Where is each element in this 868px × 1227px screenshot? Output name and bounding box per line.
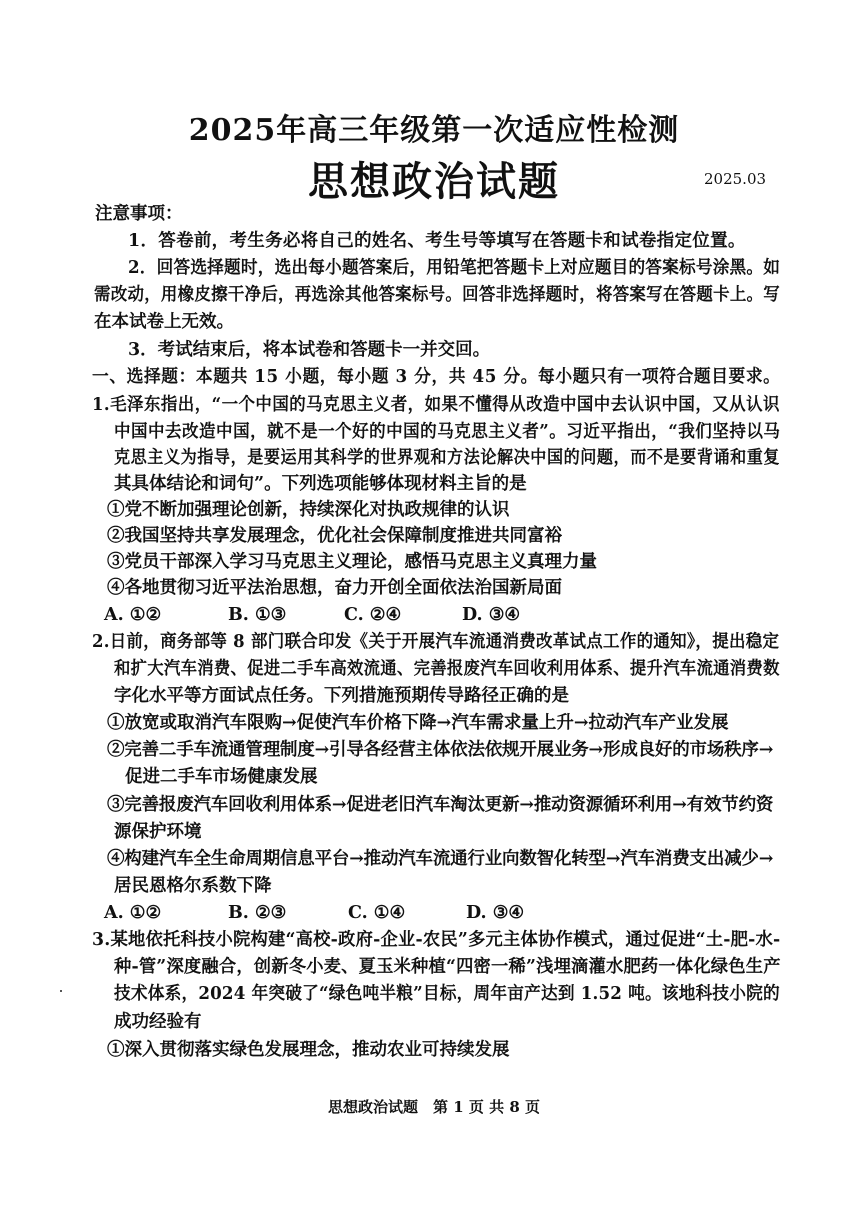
exam-subject-title: 思想政治试题 xyxy=(308,158,560,205)
note-line-5: 3．考试结束后，将本试卷和答题卡一并交回。 xyxy=(128,340,491,360)
note-line-1: 1．答卷前，考生务必将自己的姓名、考生号等填写在答题卡和试卷指定位置。 xyxy=(128,231,746,251)
q2-stem-line-1: 2.日前，商务部等 8 部门联合印发《关于开展汽车流通消费改革试点工作的通知》，提出稳定 xyxy=(92,632,780,652)
q1-choice-a: A. ①② xyxy=(104,605,162,625)
q2-choice-c: C. ①④ xyxy=(348,903,406,923)
section-heading: 一、选择题：本题共 15 小题，每小题 3 分，共 45 分。每小题只有一项符合题目要求。 xyxy=(92,367,781,387)
note-line-3: 需改动，用橡皮擦干净后，再选涂其他答案标号。回答非选择题时，将答案写在答题卡上。写 xyxy=(94,285,781,305)
q1-option-1: ①党不断加强理论创新，持续深化对执政规律的认识 xyxy=(107,500,510,520)
page-footer: 思想政治试题 第 1 页 共 8 页 xyxy=(328,1098,540,1116)
notes-heading: 注意事项： xyxy=(95,204,183,224)
q3-stem-line-4: 成功经验有 xyxy=(114,1012,202,1032)
q2-option-1: ①放宽或取消汽车限购→促使汽车价格下降→汽车需求量上升→拉动汽车产业发展 xyxy=(107,713,729,733)
q2-option-3-cont: 源保护环境 xyxy=(114,822,202,842)
q1-stem-line-1: 1.毛泽东指出，“一个中国的马克思主义者，如果不懂得从改造中国中去认识中国，又从认识 xyxy=(92,395,780,415)
q2-option-2-cont: 促进二手车市场健康发展 xyxy=(125,767,318,787)
q2-option-2: ②完善二手车流通管理制度→引导各经营主体依法依规开展业务→形成良好的市场秩序→ xyxy=(107,740,774,760)
q1-stem-line-4: 其具体结论和词句”。下列选项能够体现材料主旨的是 xyxy=(114,474,527,494)
note-line-4: 在本试卷上无效。 xyxy=(94,312,234,332)
exam-title: 2025年高三年级第一次适应性检测 xyxy=(188,113,680,148)
q3-option-1: ①深入贯彻落实绿色发展理念，推动农业可持续发展 xyxy=(107,1040,510,1060)
q1-option-3: ③党员干部深入学习马克思主义理论，感悟马克思主义真理力量 xyxy=(107,552,597,572)
note-line-2: 2．回答选择题时，选出每小题答案后，用铅笔把答题卡上对应题目的答案标号涂黑。如 xyxy=(128,258,781,278)
q3-stem-line-2: 种-管”深度融合，创新冬小麦、夏玉米种植“四密一稀”浅埋滴灌水肥药一体化绿色生产 xyxy=(114,957,781,977)
q2-stem-line-2: 和扩大汽车消费、促进二手车高效流通、完善报废汽车回收利用体系、提升汽车流通消费数 xyxy=(114,659,780,679)
q2-choice-a: A. ①② xyxy=(104,903,162,923)
q1-stem-line-2: 中国中去改造中国，就不是一个好的中国的马克思主义者”。习近平指出，“我们坚持以马 xyxy=(114,422,781,442)
q3-stem-line-1: 3.某地依托科技小院构建“高校-政府-企业-农民”多元主体协作模式，通过促进“土-肥-水- xyxy=(92,930,781,950)
q2-choice-d: D. ③④ xyxy=(466,903,525,923)
q2-option-4: ④构建汽车全生命周期信息平台→推动汽车流通行业向数智化转型→汽车消费支出减少→ xyxy=(107,849,774,869)
q1-option-4: ④各地贯彻习近平法治思想，奋力开创全面依法治国新局面 xyxy=(107,578,562,598)
q2-choice-b: B. ②③ xyxy=(228,903,287,923)
q1-option-2: ②我国坚持共享发展理念，优化社会保障制度推进共同富裕 xyxy=(107,526,562,546)
q3-stem-line-3: 技术体系，2024 年突破了“绿色吨半粮”目标，周年亩产达到 1.52 吨。该地科技小院的 xyxy=(114,984,780,1004)
scan-speck xyxy=(60,990,62,992)
q1-choice-b: B. ①③ xyxy=(228,605,287,625)
q1-choice-c: C. ②④ xyxy=(344,605,402,625)
q2-stem-line-3: 字化水平等方面试点任务。下列措施预期传导路径正确的是 xyxy=(114,686,569,706)
q2-option-3: ③完善报废汽车回收利用体系→促进老旧汽车淘汰更新→推动资源循环利用→有效节约资 xyxy=(107,795,774,815)
q1-stem-line-3: 克思主义为指导，是要运用其科学的世界观和方法论解决中国的问题，而不是要背诵和重复 xyxy=(114,448,781,468)
q1-choice-d: D. ③④ xyxy=(462,605,521,625)
exam-date: 2025.03 xyxy=(704,170,767,188)
q2-option-4-cont: 居民恩格尔系数下降 xyxy=(114,876,272,896)
